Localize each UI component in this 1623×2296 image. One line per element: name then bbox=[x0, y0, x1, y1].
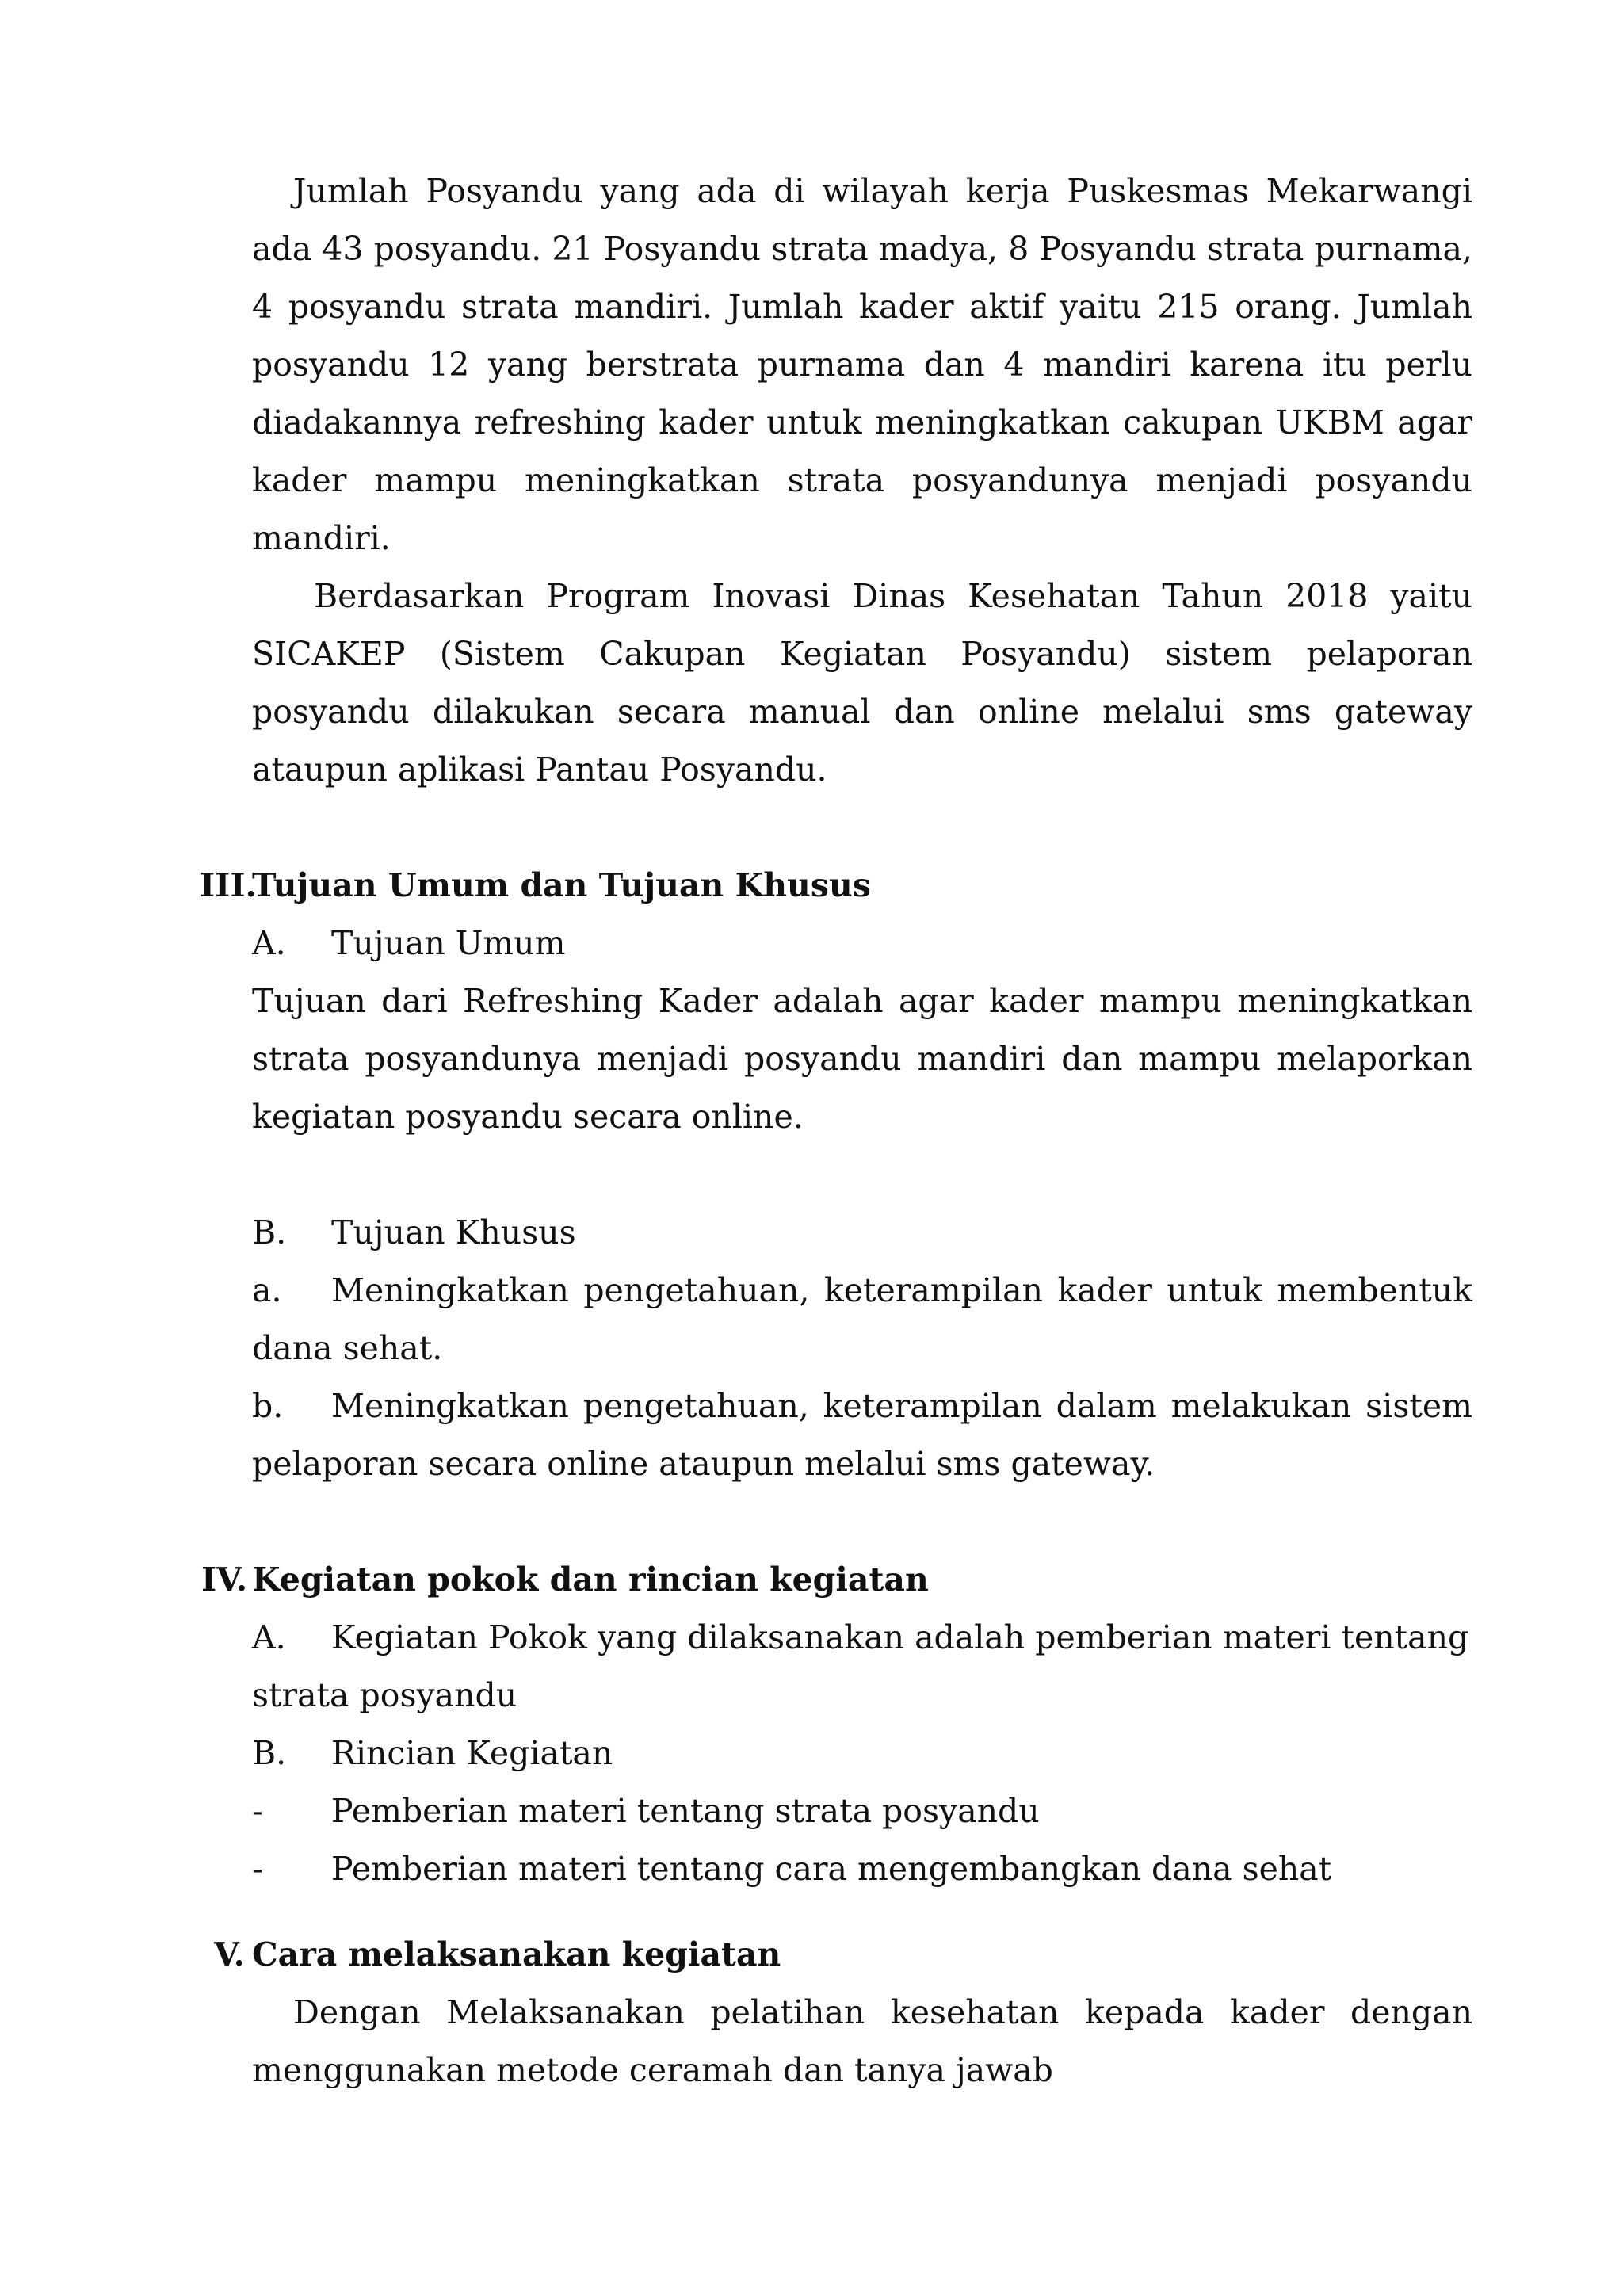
spacer bbox=[252, 1898, 1472, 1926]
intro-paragraph-1: Jumlah Posyandu yang ada di wilayah kerja Puskesmas Mekarwangi ada 43 posyandu. 21 Posyandu strata madya, 8 Posyandu strata purnama, 4 posyandu strata mandiri. Jumlah kader aktif yaitu 215 orang. Jumlah posyandu 12 yang berstrata purnama dan 4 mandiri karena itu perlu diadakannya refreshing kader untuk meningkatkan cakupan UKBM agar kader mampu meningkatkan strata posyandunya menjadi posyandu mandiri. bbox=[252, 172, 1472, 557]
document-body bbox=[200, 162, 1472, 2099]
section-4-b-title: Rincian Kegiatan bbox=[331, 1734, 613, 1772]
intro-paragraph-2: Berdasarkan Program Inovasi Dinas Kesehatan Tahun 2018 yaitu SICAKEP (Sistem Cakupan Kegiatan Posyandu) sistem pelaporan posyandu dilakukan secara manual dan online melalui sms gateway ataupun aplikasi Pantau Posyandu. bbox=[252, 577, 1472, 789]
section-4-a-text: Kegiatan Pokok yang dilaksanakan adalah pemberian materi tentang strata posyandu bbox=[252, 1618, 1469, 1714]
bullet-text: Pemberian materi tentang cara mengembangkan dana sehat bbox=[331, 1850, 1332, 1888]
section-4-a bbox=[252, 1609, 1472, 1725]
section-5-title: Cara melaksanakan kegiatan bbox=[252, 1935, 781, 1973]
section-3-b-heading bbox=[252, 1204, 1472, 1262]
section-3-a-title: Tujuan Umum bbox=[331, 924, 566, 962]
list-item bbox=[252, 1377, 1472, 1493]
section-4-heading bbox=[201, 1551, 1472, 1609]
bullet-item bbox=[252, 1840, 1472, 1898]
section-3-a-text: Tujuan dari Refreshing Kader adalah agar kader mampu meningkatkan strata posyandunya menjadi posyandu mandiri dan mampu melaporkan kegiatan posyandu secara online. bbox=[252, 982, 1472, 1136]
section-3-b-title: Tujuan Khusus bbox=[331, 1213, 576, 1251]
section-3-b-marker: B. bbox=[252, 1213, 287, 1251]
section-3-heading bbox=[200, 857, 1472, 915]
list-item-marker: b. bbox=[252, 1387, 284, 1425]
bullet-item bbox=[252, 1782, 1472, 1840]
section-5-heading bbox=[214, 1926, 1472, 1984]
section-4-number: IV. bbox=[201, 1561, 248, 1599]
bullet-marker: - bbox=[252, 1850, 263, 1888]
section-5-text: Dengan Melaksanakan pelatihan kesehatan kepada kader dengan menggunakan metode ceramah dan tanya jawab bbox=[252, 1993, 1472, 2089]
list-item bbox=[252, 1262, 1472, 1377]
section-5-number: V. bbox=[214, 1935, 245, 1973]
bullet-text: Pemberian materi tentang strata posyandu bbox=[331, 1792, 1040, 1830]
section-3-title: Tujuan Umum dan Tujuan Khusus bbox=[252, 866, 871, 904]
section-4-b-heading bbox=[252, 1725, 1472, 1782]
section-4-b-marker: B. bbox=[252, 1734, 287, 1772]
section-3-a-heading bbox=[252, 915, 1472, 972]
spacer bbox=[252, 799, 1472, 857]
spacer bbox=[252, 1493, 1472, 1551]
spacer bbox=[252, 1146, 1472, 1204]
section-3-a-marker: A. bbox=[252, 924, 286, 962]
section-4-title: Kegiatan pokok dan rincian kegiatan bbox=[252, 1561, 929, 1599]
list-item-text: Meningkatkan pengetahuan, keterampilan dalam melakukan sistem pelaporan secara online ataupun melalui sms gateway. bbox=[252, 1387, 1472, 1483]
bullet-marker: - bbox=[252, 1792, 263, 1830]
list-item-text: Meningkatkan pengetahuan, keterampilan kader untuk membentuk dana sehat. bbox=[252, 1271, 1472, 1367]
list-item-marker: a. bbox=[252, 1271, 282, 1309]
section-3-number: III. bbox=[200, 866, 257, 904]
section-4-a-marker: A. bbox=[252, 1618, 286, 1656]
